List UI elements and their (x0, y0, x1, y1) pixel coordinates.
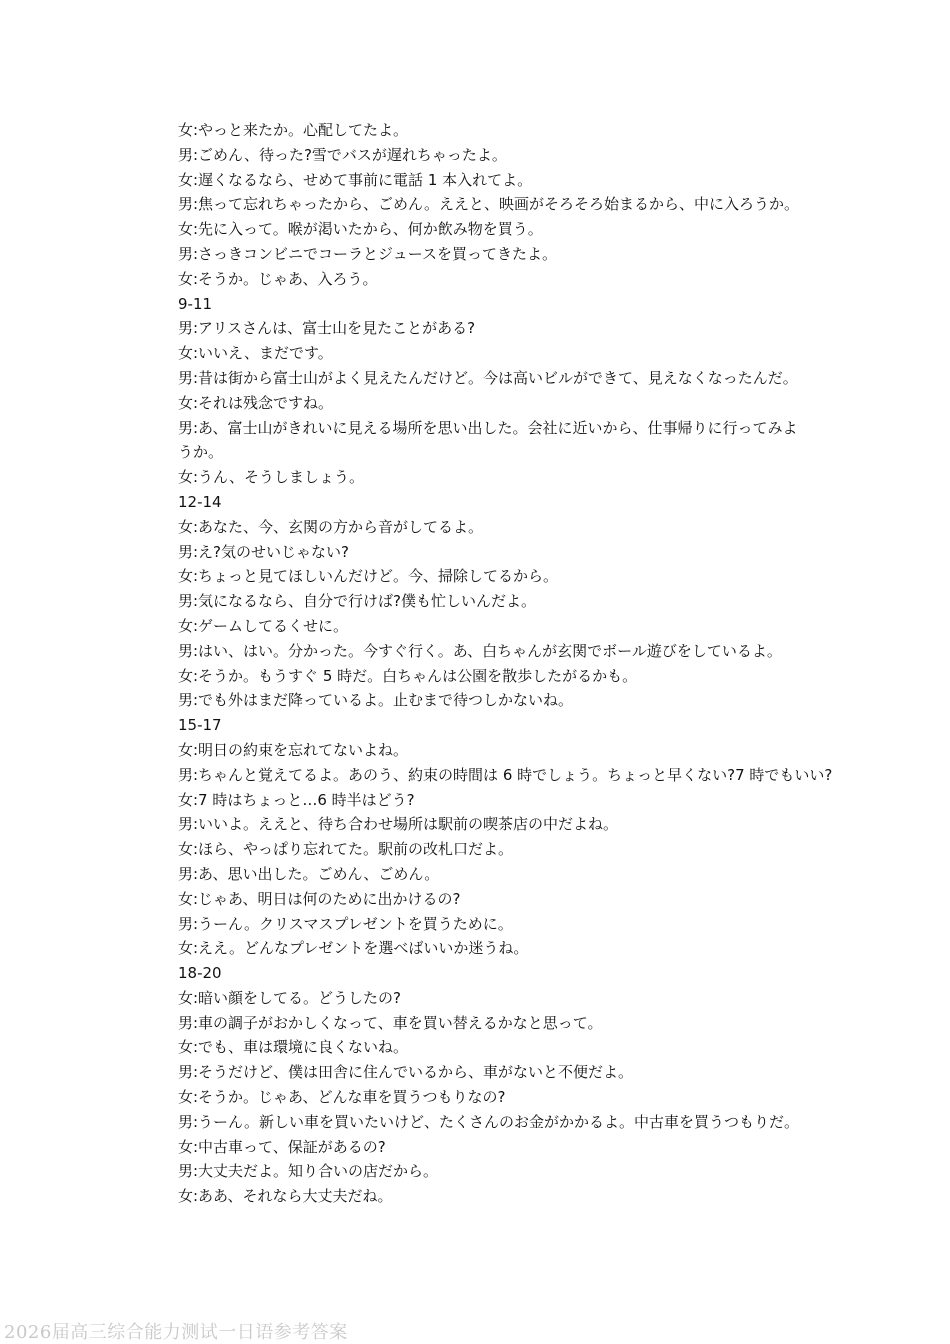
dialogue-line: 女:ゲームしてるくせに。 (178, 616, 349, 635)
dialogue-line: 女:明日の約束を忘れてないよね。 (178, 740, 409, 759)
dialogue-line: 男:うーん。クリスマスプレゼントを買うために。 (178, 914, 513, 933)
dialogue-line: 男:え?気のせいじゃない? (178, 542, 349, 561)
dialogue-line: 男:アリスさんは、富士山を見たことがある? (178, 319, 476, 338)
dialogue-line: 男:あ、富士山がきれいに見える場所を思い出した。会社に近いから、仕事帰りに行ってみよ (178, 418, 798, 437)
section-number: 15-17 (178, 716, 222, 735)
dialogue-line: 女:それは残念ですね。 (178, 393, 334, 412)
dialogue-line: 女:暗い顔をしてる。どうしたの? (178, 988, 402, 1007)
dialogue-line: 女:でも、車は環境に良くないね。 (178, 1038, 409, 1057)
dialogue-line: 女:ああ、それなら大丈夫だね。 (178, 1187, 393, 1206)
dialogue-line: 女:遅くなるなら、せめて事前に電話 1 本入れてよ。 (178, 170, 533, 189)
dialogue-transcript (178, 118, 833, 1209)
section-number: 9-11 (178, 294, 213, 313)
footer-watermark: 2026届高三综合能力测试一日语参考答案 (4, 1322, 348, 1343)
dialogue-line: 男:ちゃんと覚えてるよ。あのう、約束の時間は 6 時でしょう。ちょっと早くない?7 時でもいい? (178, 765, 833, 784)
dialogue-line: 男:さっきコンビニでコーラとジュースを買ってきたよ。 (178, 244, 558, 263)
dialogue-line: 女:中古車って、保証があるの? (178, 1137, 386, 1156)
dialogue-line: 男:大丈夫だよ。知り合いの店だから。 (178, 1162, 439, 1181)
dialogue-line: 女:そうか。もうすぐ 5 時だ。白ちゃんは公園を散歩したがるかも。 (178, 666, 638, 685)
dialogue-line: 女:ええ。どんなプレゼントを選べばいいか迷うね。 (178, 939, 529, 958)
dialogue-line: 女:7 時はちょっと…6 時半はどう? (178, 790, 415, 809)
dialogue-line: 女:あなた、今、玄関の方から音がしてるよ。 (178, 517, 484, 536)
dialogue-line: 女:そうか。じゃあ、入ろう。 (178, 269, 378, 288)
dialogue-line: 男:そうだけど、僕は田舎に住んでいるから、車がないと不便だよ。 (178, 1063, 634, 1082)
dialogue-line: 男:うーん。新しい車を買いたいけど、たくさんのお金がかかるよ。中古車を買うつもりだ。 (178, 1112, 799, 1131)
dialogue-line: 男:ごめん、待った?雪でバスが遅れちゃったよ。 (178, 145, 507, 164)
dialogue-line: 男:あ、思い出した。ごめん、ごめん。 (178, 864, 440, 883)
dialogue-line-continuation: うか。 (178, 443, 224, 462)
dialogue-line: 女:うん、そうしましょう。 (178, 468, 364, 487)
dialogue-line: 女:じゃあ、明日は何のために出かけるの? (178, 889, 461, 908)
dialogue-line: 男:気になるなら、自分で行けば?僕も忙しいんだよ。 (178, 592, 537, 611)
dialogue-line: 男:いいよ。ええと、待ち合わせ場所は駅前の喫茶店の中だよね。 (178, 815, 619, 834)
dialogue-line: 男:はい、はい。分かった。今すぐ行く。あ、白ちゃんが玄関でボール遊びをしているよ。 (178, 641, 782, 660)
dialogue-line: 女:先に入って。喉が渇いたから、何か飲み物を買う。 (178, 220, 543, 239)
dialogue-line: 男:昔は街から富士山がよく見えたんだけど。今は高いビルができて、見えなくなったんだ。 (178, 368, 798, 387)
dialogue-line: 女:そうか。じゃあ、どんな車を買うつもりなの? (178, 1088, 506, 1107)
dialogue-line: 女:ちょっと見てほしいんだけど。今、掃除してるから。 (178, 567, 559, 586)
section-number: 18-20 (178, 964, 222, 983)
dialogue-line: 男:でも外はまだ降っているよ。止むまで待つしかないね。 (178, 691, 574, 710)
section-number: 12-14 (178, 492, 222, 511)
dialogue-line: 男:焦って忘れちゃったから、ごめん。ええと、映画がそろそろ始まるから、中に入ろうか。 (178, 195, 799, 214)
dialogue-line: 女:いいえ、まだです。 (178, 344, 333, 363)
dialogue-line: 女:やっと来たか。心配してたよ。 (178, 121, 409, 139)
dialogue-line: 男:車の調子がおかしくなって、車を買い替えるかなと思って。 (178, 1013, 603, 1032)
dialogue-line: 女:ほら、やっぱり忘れてた。駅前の改札口だよ。 (178, 840, 514, 859)
